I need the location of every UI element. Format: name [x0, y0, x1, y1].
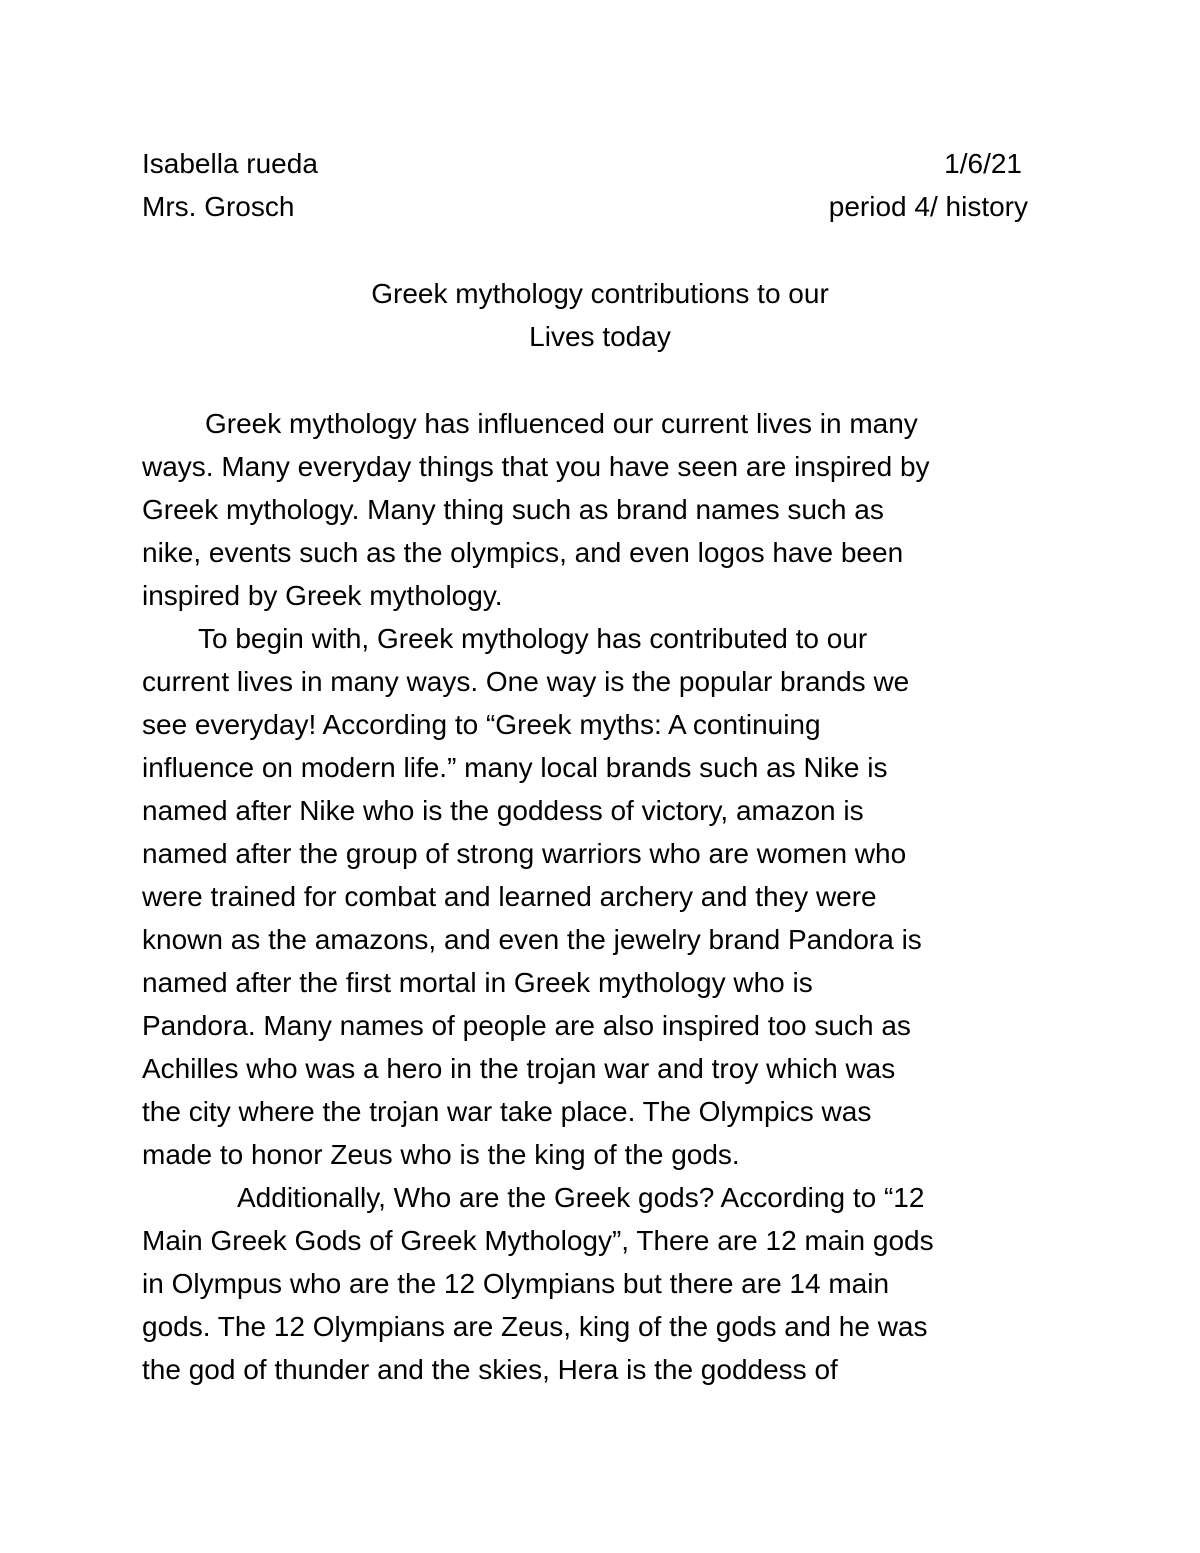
paragraph-2-line: current lives in many ways. One way is the popular brands we [142, 666, 910, 697]
paragraph-2-line: named after Nike who is the goddess of victory, amazon is [142, 795, 864, 826]
paragraph-2-line: named after the first mortal in Greek mythology who is [142, 967, 813, 998]
paragraph-1-line: nike, events such as the olympics, and even logos have been [142, 537, 904, 568]
paragraph-3-line: the god of thunder and the skies, Hera is the goddess of [142, 1354, 838, 1385]
paragraph-1-line: inspired by Greek mythology. [142, 580, 503, 611]
title-line-2: Lives today [529, 321, 671, 352]
paragraph-2-line: made to honor Zeus who is the king of the gods. [142, 1139, 740, 1170]
paragraph-1-line: Greek mythology has influenced our current lives in many [205, 408, 918, 439]
paragraph-2-line: were trained for combat and learned archery and they were [142, 881, 877, 912]
student-name: Isabella rueda [142, 148, 318, 179]
paragraph-3-line: gods. The 12 Olympians are Zeus, king of the gods and he was [142, 1311, 928, 1342]
paragraph-3-line: Additionally, Who are the Greek gods? According to “12 [237, 1182, 925, 1213]
date: 1/6/21 [944, 148, 1022, 179]
paragraph-2-line: see everyday! According to “Greek myths: A continuing [142, 709, 821, 740]
paragraph-1-line: ways. Many everyday things that you have seen are inspired by [142, 451, 930, 482]
paragraph-1-line: Greek mythology. Many thing such as brand names such as [142, 494, 884, 525]
title-line-1: Greek mythology contributions to our [371, 278, 829, 309]
paragraph-2-line: Pandora. Many names of people are also inspired too such as [142, 1010, 911, 1041]
teacher-name: Mrs. Grosch [142, 191, 295, 222]
paragraph-2-line: Achilles who was a hero in the trojan war and troy which was [142, 1053, 896, 1084]
class-info: period 4/ history [828, 191, 1028, 222]
paragraph-2-line: known as the amazons, and even the jewelry brand Pandora is [142, 924, 922, 955]
paragraph-3-line: in Olympus who are the 12 Olympians but there are 14 main [142, 1268, 890, 1299]
paragraph-2-line: the city where the trojan war take place. The Olympics was [142, 1096, 872, 1127]
paragraph-2-line: To begin with, Greek mythology has contributed to our [198, 623, 868, 654]
paragraph-3-line: Main Greek Gods of Greek Mythology”, There are 12 main gods [142, 1225, 934, 1256]
paragraph-2-line: influence on modern life.” many local brands such as Nike is [142, 752, 888, 783]
paragraph-2-line: named after the group of strong warriors who are women who [142, 838, 907, 869]
